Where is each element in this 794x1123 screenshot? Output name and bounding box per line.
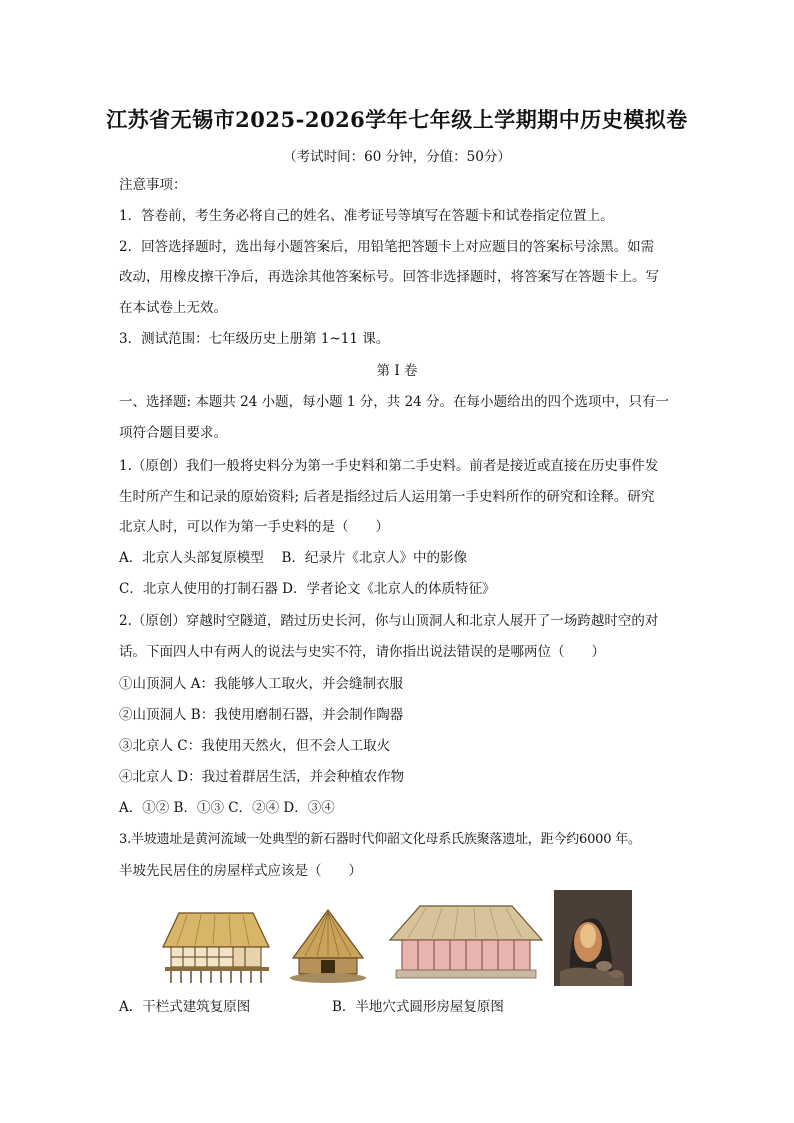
question-1-line-3: 北京人时，可以作为第一手史料的是（ ） — [119, 519, 389, 535]
notice-item-1: 1．答卷前，考生务必将自己的姓名、准考证号等填写在答题卡和试卷指定位置上。 — [119, 208, 614, 224]
stilt-house-image — [157, 905, 275, 985]
figure-caption-b: B．半地穴式圆形房屋复原图 — [332, 999, 504, 1015]
round-hut-image — [287, 908, 369, 984]
notice-item-2-line-3: 在本试卷上无效。 — [119, 300, 227, 316]
section-1-line-1: 一、选择题: 本题共 24 小题，每小题 1 分，共 24 分。在每小题给出的四个选项中，只有一 — [119, 394, 670, 410]
question-1-options-ab: A．北京人头部复原模型 B．纪录片《北京人》中的影像 — [119, 550, 467, 566]
page-title: 江苏省无锡市2025-2026学年七年级上学期期中历史模拟卷 — [106, 107, 688, 132]
notice-item-3: 3．测试范围：七年级历史上册第 1~11 课。 — [119, 331, 390, 347]
figure-caption-a: A．干栏式建筑复原图 — [119, 999, 251, 1015]
question-2-statement-3: ③北京人 C：我使用天然火，但不会人工取火 — [119, 738, 391, 754]
question-3-line-2: 半坡先民居住的房屋样式应该是（ ） — [119, 863, 362, 879]
question-1-options-cd: C．北京人使用的打制石器 D．学者论文《北京人的体质特征》 — [119, 581, 496, 597]
cave-image — [554, 890, 632, 986]
question-2-statement-1: ①山顶洞人 A：我能够人工取火，并会缝制衣服 — [119, 676, 404, 692]
notice-heading: 注意事项： — [119, 177, 187, 193]
question-2-line-1: 2.（原创）穿越时空隧道，踏过历史长河，你与山顶洞人和北京人展开了一场跨越时空的对 — [119, 613, 659, 629]
notice-item-2-line-1: 2．回答选择题时，选出每小题答案后，用铅笔把答题卡上对应题目的答案标号涂黑。如需 — [119, 239, 655, 255]
notice-item-2-line-2: 改动，用橡皮擦干净后，再选涂其他答案标号。回答非选择题时，将答案写在答题卡上。写 — [119, 269, 659, 285]
question-1-line-2: 生时所产生和记录的原始资料; 后者是指经过后人运用第一手史料所作的研究和诠释。研究 — [119, 489, 655, 505]
question-2-statement-4: ④北京人 D：我过着群居生活，并会种植农作物 — [119, 769, 405, 785]
question-2-statement-2: ②山顶洞人 B：我使用磨制石器，并会制作陶器 — [119, 707, 404, 723]
longhouse-image — [386, 902, 546, 984]
section-1-line-2: 项符合题目要求。 — [119, 425, 227, 441]
question-2-options: A．①② B．①③ C．②④ D．③④ — [119, 800, 335, 816]
question-2-line-2: 话。下面四人中有两人的说法与史实不符，请你指出说法错误的是哪两位（ ） — [119, 644, 605, 660]
question-1-line-1: 1.（原创）我们一般将史料分为第一手史料和第二手史料。前者是接近或直接在历史事件发 — [119, 458, 659, 474]
volume-label: 第 I 卷 — [376, 363, 418, 379]
exam-info: （考试时间：60 分钟，分值：50分） — [283, 149, 511, 165]
question-3-line-1: 3.半坡遗址是黄河流域一处典型的新石器时代仰韶文化母系氏族聚落遗址，距今约6000 年。 — [119, 832, 641, 847]
